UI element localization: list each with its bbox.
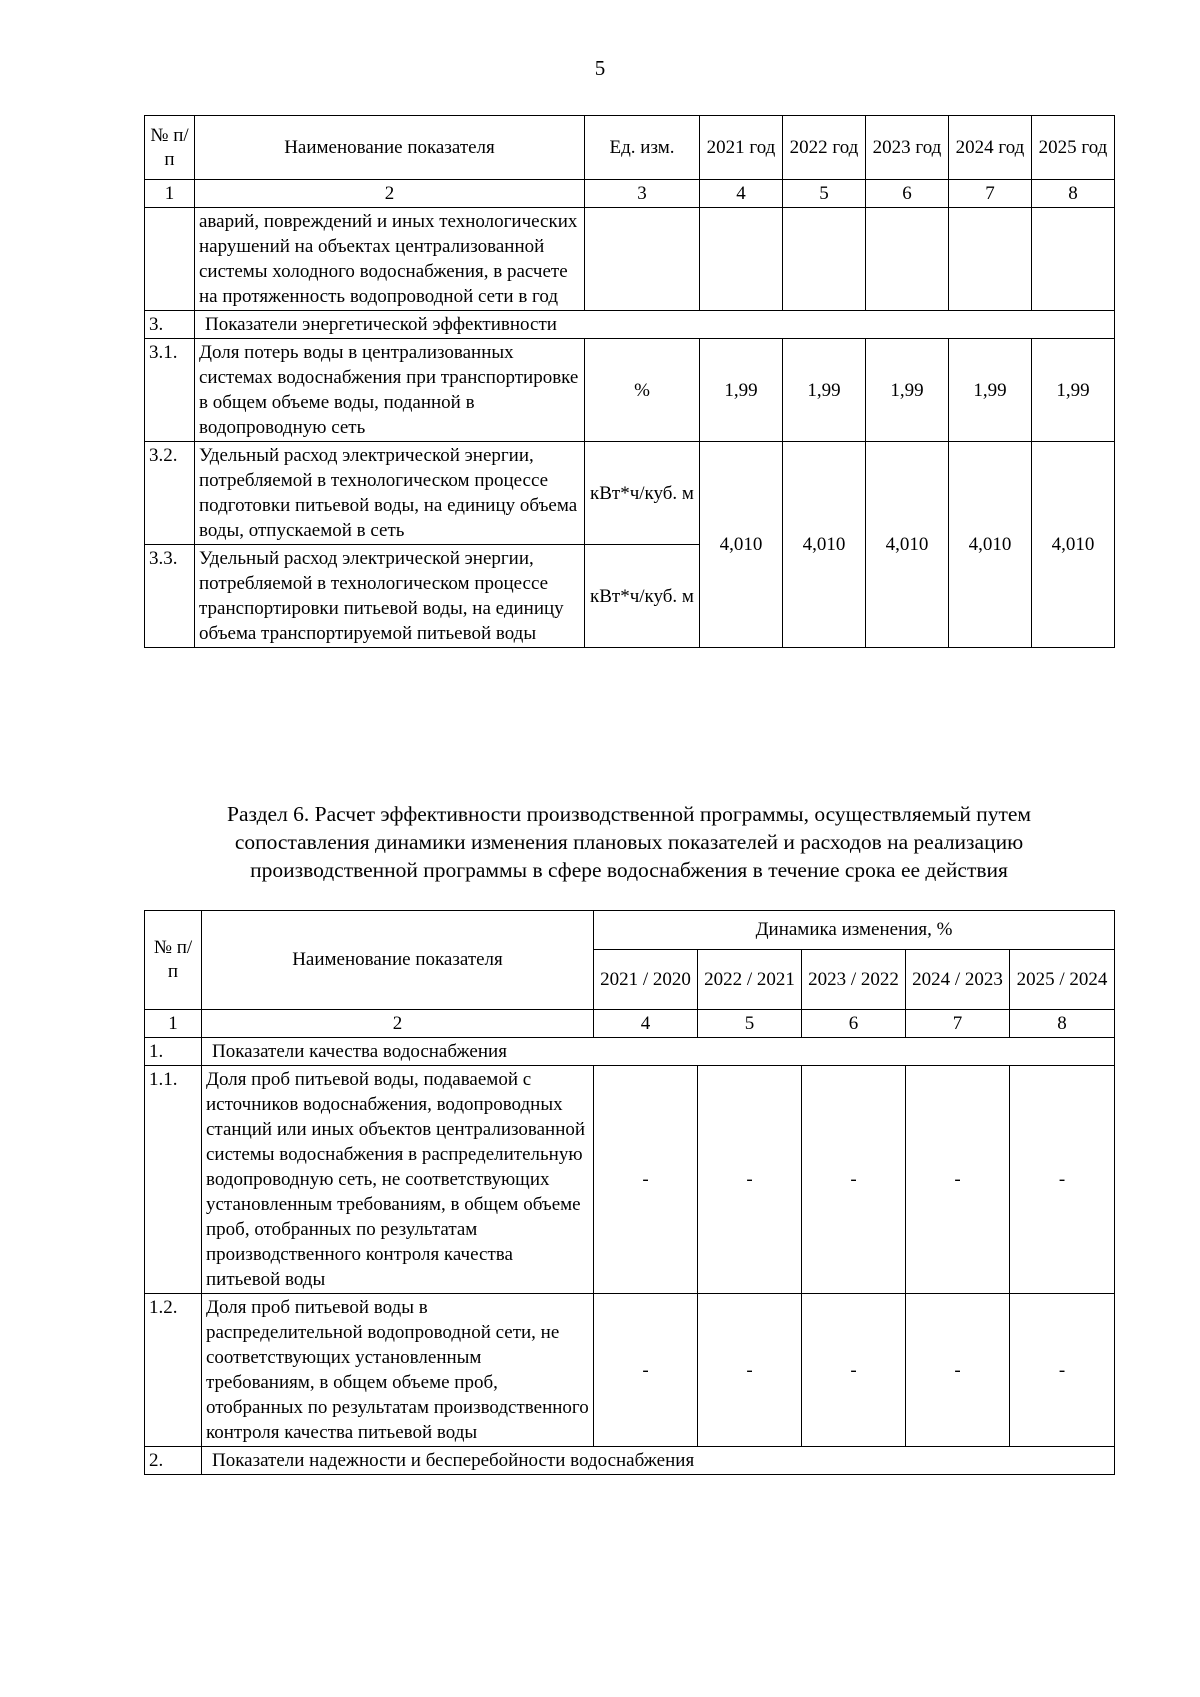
indicator-name: Доля потерь воды в централизованных системах водоснабжения при транспортировке в общем объеме воды, поданной в водопроводную сеть bbox=[195, 339, 585, 442]
header-unit: Ед. изм. bbox=[585, 116, 700, 180]
indicator-name: Доля проб питьевой воды, подаваемой с источников водоснабжения, водопроводных станций или иных объектов централизованной системы водоснабжения в распределительную водопроводную сеть, не соответствующих установленным требованиям, в общем объеме проб, отобранных по результатам производственного контроля качества питьевой воды bbox=[202, 1066, 594, 1294]
value-cell: 4,010 bbox=[949, 442, 1032, 648]
value-cell: 1,99 bbox=[783, 339, 866, 442]
unit-cell: кВт*ч/куб. м bbox=[585, 442, 700, 545]
value-cell: 1,99 bbox=[1032, 339, 1115, 442]
row-number: 2. bbox=[145, 1447, 202, 1475]
indicator-name: Доля проб питьевой воды в распределительной водопроводной сети, не соответствующих установленным требованиям, в общем объеме проб, отобранных по результатам производственного контроля качества питьевой воды bbox=[202, 1294, 594, 1447]
value-cell: - bbox=[906, 1294, 1010, 1447]
section-heading bbox=[144, 800, 1114, 884]
column-number: 7 bbox=[906, 1010, 1010, 1038]
column-number: 5 bbox=[698, 1010, 802, 1038]
value-cell: 4,010 bbox=[866, 442, 949, 648]
column-number: 1 bbox=[145, 180, 195, 208]
value-cell: 4,010 bbox=[1032, 442, 1115, 648]
energy-efficiency-table bbox=[144, 115, 1115, 648]
header-year: 2024 год bbox=[949, 116, 1032, 180]
indicator-name: Удельный расход электрической энергии, потребляемой в технологическом процессе транспортировки питьевой воды, на единицу объема транспортируемой питьевой воды bbox=[195, 545, 585, 648]
row-number: 3.3. bbox=[145, 545, 195, 648]
value-cell: - bbox=[594, 1294, 698, 1447]
column-number: 6 bbox=[802, 1010, 906, 1038]
indicator-name: Удельный расход электрической энергии, потребляемой в технологическом процессе подготовки питьевой воды, на единицу объема воды, отпускаемой в сеть bbox=[195, 442, 585, 545]
table-row bbox=[145, 1447, 1115, 1475]
header-period: 2021 / 2020 bbox=[594, 950, 698, 1010]
table-row bbox=[145, 311, 1115, 339]
column-number: 3 bbox=[585, 180, 700, 208]
row-number: 1. bbox=[145, 1038, 202, 1066]
header-num: № п/п bbox=[145, 116, 195, 180]
column-number: 7 bbox=[949, 180, 1032, 208]
value-cell: - bbox=[1010, 1294, 1115, 1447]
header-period: 2022 / 2021 bbox=[698, 950, 802, 1010]
header-year: 2021 год bbox=[700, 116, 783, 180]
value-cell: 4,010 bbox=[700, 442, 783, 648]
heading-line: Раздел 6. Расчет эффективности производственной программы, осуществляемый путем bbox=[226, 802, 1031, 826]
value-cell: - bbox=[906, 1066, 1010, 1294]
column-number: 2 bbox=[202, 1010, 594, 1038]
section-title: Показатели энергетической эффективности bbox=[195, 311, 1115, 339]
value-cell: 1,99 bbox=[700, 339, 783, 442]
efficiency-dynamics-table bbox=[144, 910, 1115, 1475]
header-num: № п/п bbox=[145, 911, 202, 1010]
table-row bbox=[145, 442, 1115, 545]
value-cell: - bbox=[698, 1294, 802, 1447]
header-name: Наименование показателя bbox=[202, 911, 594, 1010]
section-title: Показатели качества водоснабжения bbox=[202, 1038, 1115, 1066]
unit-cell: кВт*ч/куб. м bbox=[585, 545, 700, 648]
column-number: 1 bbox=[145, 1010, 202, 1038]
row-number: 1.1. bbox=[145, 1066, 202, 1294]
table-row bbox=[145, 1038, 1115, 1066]
value-cell: - bbox=[698, 1066, 802, 1294]
header-name: Наименование показателя bbox=[195, 116, 585, 180]
column-number: 5 bbox=[783, 180, 866, 208]
column-number: 8 bbox=[1010, 1010, 1115, 1038]
column-number: 4 bbox=[594, 1010, 698, 1038]
row-number: 1.2. bbox=[145, 1294, 202, 1447]
value-cell: - bbox=[802, 1294, 906, 1447]
header-year: 2022 год bbox=[783, 116, 866, 180]
column-number: 4 bbox=[700, 180, 783, 208]
column-number: 2 bbox=[195, 180, 585, 208]
table-row bbox=[145, 339, 1115, 442]
section-title: Показатели надежности и бесперебойности водоснабжения bbox=[202, 1447, 1115, 1475]
table-row bbox=[145, 1294, 1115, 1447]
row-number: 3.1. bbox=[145, 339, 195, 442]
value-cell: 1,99 bbox=[866, 339, 949, 442]
header-period: 2023 / 2022 bbox=[802, 950, 906, 1010]
page-number: 5 bbox=[594, 56, 606, 80]
value-cell: 1,99 bbox=[949, 339, 1032, 442]
table-row bbox=[145, 1066, 1115, 1294]
header-period: 2024 / 2023 bbox=[906, 950, 1010, 1010]
table-row bbox=[145, 208, 1115, 311]
indicator-name: аварий, повреждений и иных технологических нарушений на объектах централизованной системы холодного водоснабжения, в расчете на протяженность водопроводной сети в год bbox=[195, 208, 585, 311]
header-year: 2023 год bbox=[866, 116, 949, 180]
heading-line: производственной программы в сфере водоснабжения в течение срока ее действия bbox=[250, 858, 1008, 882]
unit-cell: % bbox=[585, 339, 700, 442]
heading-line: сопоставления динамики изменения плановых показателей и расходов на реализацию bbox=[234, 830, 1024, 854]
row-number: 3. bbox=[145, 311, 195, 339]
header-year: 2025 год bbox=[1032, 116, 1115, 180]
column-number: 8 bbox=[1032, 180, 1115, 208]
value-cell: - bbox=[594, 1066, 698, 1294]
value-cell: - bbox=[802, 1066, 906, 1294]
value-cell: 4,010 bbox=[783, 442, 866, 648]
column-number: 6 bbox=[866, 180, 949, 208]
header-dynamics: Динамика изменения, % bbox=[594, 911, 1115, 950]
value-cell: - bbox=[1010, 1066, 1115, 1294]
header-period: 2025 / 2024 bbox=[1010, 950, 1115, 1010]
row-number: 3.2. bbox=[145, 442, 195, 545]
